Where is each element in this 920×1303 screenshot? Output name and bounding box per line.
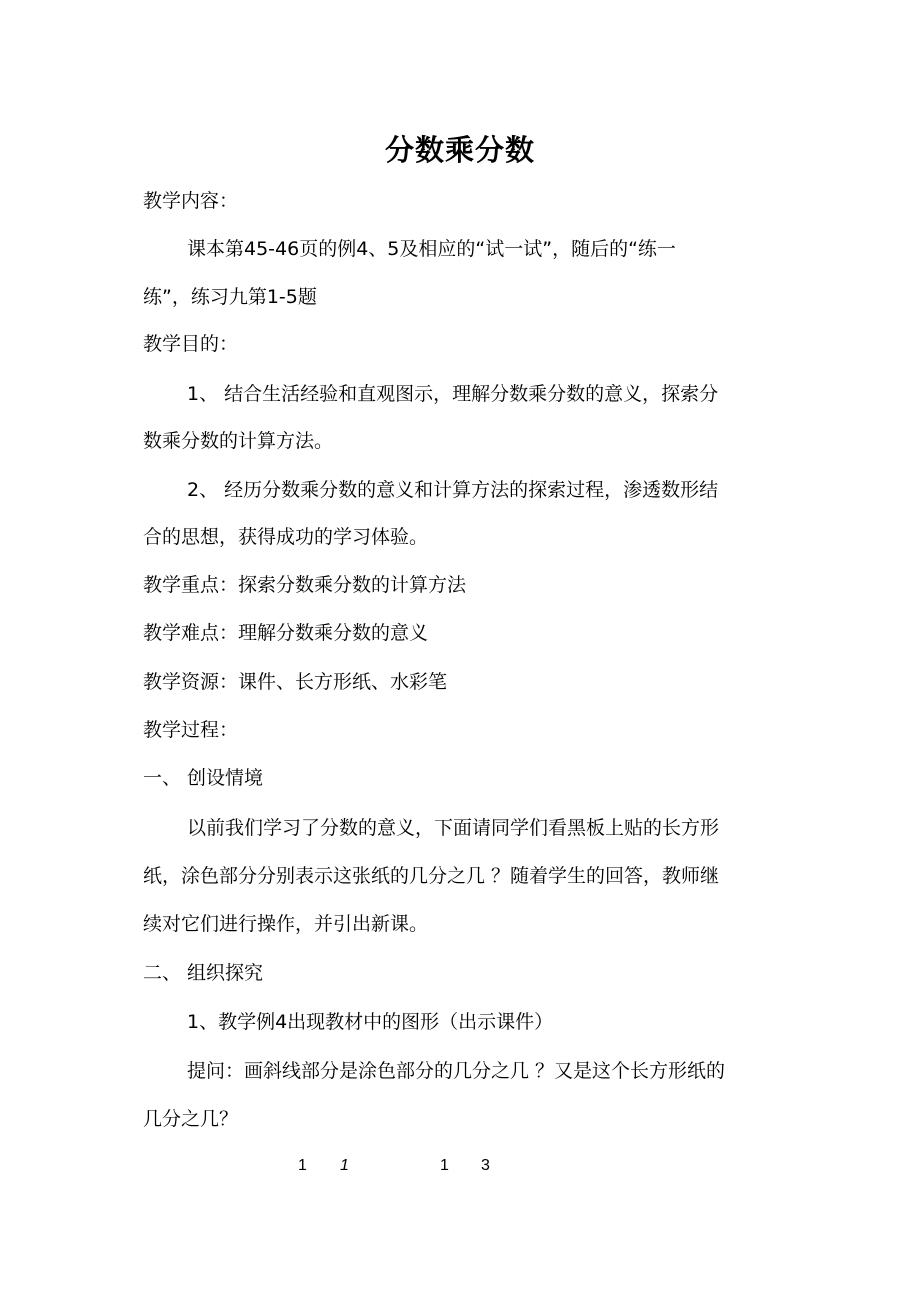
- goal-2-text-a: 2、 经历分数乘分数的意义和计算方法的探索过程，渗透数形结: [187, 479, 719, 501]
- resources: 教学资源：课件、长方形纸、水彩笔: [143, 671, 448, 693]
- goal-label: 教学目的：: [143, 333, 239, 355]
- goal-2-text-b: 合的思想，获得成功的学习体验。: [143, 526, 429, 548]
- section-1-heading: 一、 创设情境: [143, 767, 264, 789]
- page-title: 分数乘分数: [384, 133, 535, 167]
- fraction-numerator-1: 1: [298, 1157, 307, 1174]
- fraction-numerator-2: 1: [340, 1157, 349, 1174]
- section-1-text-c: 续对它们进行操作，并引出新课。: [143, 913, 429, 935]
- fraction-numerator-4: 3: [481, 1157, 490, 1174]
- key-point: 教学重点：探索分数乘分数的计算方法: [143, 574, 467, 596]
- content-text-1: 课本第45-46页的例4、5及相应的“试一试”，随后的“练一: [187, 238, 676, 260]
- section-1-text-a: 以前我们学习了分数的意义，下面请同学们看黑板上贴的长方形: [187, 817, 720, 839]
- content-label: 教学内容：: [143, 190, 239, 212]
- process-label: 教学过程：: [143, 719, 239, 741]
- difficulty: 教学难点：理解分数乘分数的意义: [143, 622, 429, 644]
- goal-1-text-a: 1、 结合生活经验和直观图示，理解分数乘分数的意义，探索分: [187, 383, 719, 405]
- section-2-item-1: 1、教学例4出现教材中的图形（出示课件）: [187, 1011, 554, 1033]
- content-text-2: 练”，练习九第1-5题: [143, 286, 317, 308]
- section-2-heading: 二、 组织探究: [143, 962, 264, 984]
- section-2-question-b: 几分之几？: [143, 1108, 239, 1130]
- section-2-question-a: 提问：画斜线部分是涂色部分的几分之几 ？又是这个长方形纸的: [187, 1060, 726, 1082]
- section-1-text-b: 纸，涂色部分分别表示这张纸的几分之几 ？随着学生的回答，教师继: [143, 865, 720, 887]
- goal-1-text-b: 数乘分数的计算方法。: [143, 430, 334, 452]
- fraction-numerator-3: 1: [440, 1157, 449, 1174]
